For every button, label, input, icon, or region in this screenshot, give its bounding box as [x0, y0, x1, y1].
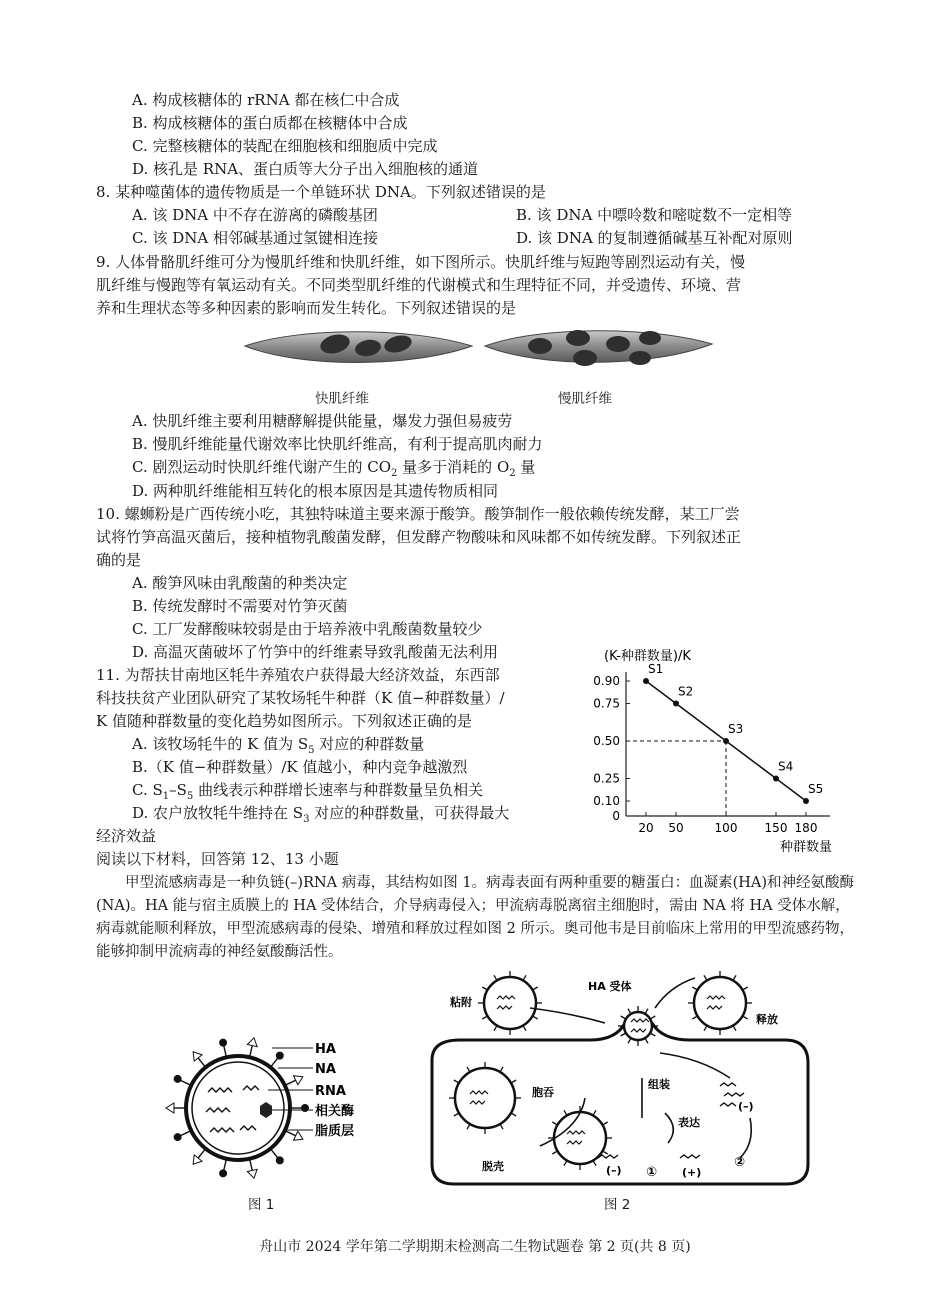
virion-spike	[628, 1009, 631, 1014]
q10-option-d: D. 高温灭菌破坏了竹笋中的纤维素导致乳酸菌无法利用	[132, 643, 499, 661]
na-spike-icon	[174, 1133, 182, 1141]
virion-spike	[743, 987, 748, 990]
population-chart	[593, 642, 856, 857]
point-label: S3	[728, 722, 744, 736]
ha-spike-icon	[193, 1052, 202, 1061]
virion-spike	[454, 1113, 459, 1116]
label-rna: RNA	[315, 1084, 346, 1099]
virion-spike	[533, 987, 538, 990]
q11-option-c: C. $S_1-S_5$ 曲线表示种群增长速率与种群数量呈负相关	[132, 781, 484, 802]
virion-spike	[704, 1026, 707, 1031]
virion-spike	[621, 1016, 626, 1019]
label-receptor: HA 受体	[588, 980, 632, 993]
enzyme-hexagon	[260, 1102, 272, 1118]
q9-option-b: B. 慢肌纤维能量代谢效率比快肌纤维高，有利于提高肌肉耐力	[132, 435, 543, 453]
virion-spike	[564, 1161, 567, 1166]
virion-spike	[511, 1080, 516, 1083]
figure2-caption: 图 2	[604, 1197, 631, 1213]
x-tick-label: 20	[638, 821, 654, 835]
q9-stem-line2: 肌纤维与慢跑等有氧运动有关。不同类型肌纤维的代谢模式和生理特征不同，并受遗传、环境、营	[96, 276, 742, 294]
rna-segments	[206, 1086, 259, 1132]
lipid-layer-outline	[186, 1056, 290, 1160]
label-step-1: ①	[646, 1165, 658, 1180]
point-label: S4	[778, 759, 794, 774]
virion-spike	[733, 1026, 736, 1031]
data-point	[723, 738, 729, 744]
virion-spike	[467, 1067, 470, 1072]
virion-spike	[552, 1151, 557, 1154]
point-label: S5	[808, 782, 824, 796]
virion-spike	[733, 975, 736, 980]
spike-stalk	[285, 1131, 296, 1136]
data-point	[773, 776, 779, 782]
q8-stem: 8. 某种噬菌体的遗传物质是一个单链环状 DNA。下列叙述错误的是	[96, 183, 546, 201]
muscle-fiber-figure	[240, 322, 720, 384]
ha-spike-icon	[247, 1038, 257, 1047]
virion-spike	[500, 1124, 503, 1129]
virion-spike	[692, 1016, 697, 1019]
q11-stem-line2: 科技扶贫产业团队研究了某牧场牦牛种群（K 值−种群数量）/	[96, 689, 505, 707]
virion-spike	[500, 1067, 503, 1072]
q10-stem-line1: 10. 螺蛳粉是广西传统小吃，其独特味道主要来源于酸笋。酸笋制作一般依赖传统发酵，某工厂尝	[96, 505, 740, 523]
uncoating-virion	[554, 1112, 606, 1164]
q7-option-b: B. 构成核糖体的蛋白质都在核糖体中合成	[132, 114, 408, 132]
label-express: 表达	[678, 1116, 700, 1129]
virion-spike	[603, 1151, 608, 1154]
virion-spike	[593, 1110, 596, 1115]
virion-spike	[645, 1038, 648, 1043]
q8-option-d: D. 该 DNA 的复制遵循碱基互补配对原则	[516, 229, 793, 247]
na-spike-icon	[301, 1104, 309, 1112]
virion-spike	[621, 1033, 626, 1036]
virion-spike	[650, 1016, 655, 1019]
spike-stalk	[270, 1149, 277, 1158]
q11-option-d-cont: 经济效益	[96, 827, 157, 845]
ha-spike-icon	[166, 1103, 174, 1113]
q9-stem-line3: 养和生理状态等多种因素的影响而发生转化。下列叙述错误的是	[96, 299, 517, 317]
reading-passage: 甲型流感病毒是一种负链(–)RNA 病毒，其结构如图 1。病毒表面有两种重要的糖蛋白：血凝素(HA)和神经氨酸酶(NA)。HA 能与宿主质膜上的 HA 受体结合，介导病毒侵入；甲流病毒脱离宿主细胞时，需由 NA 将 HA 受体水解，病毒就能顺利释放，甲型流感病毒的侵染、增殖和释放过程如图 2 所示。奥司他韦是目前临床上常用的甲型流感药物，能够抑制甲流病毒的神经氨酸酶活性。	[96, 875, 855, 960]
fast-fiber-caption: 快肌纤维	[315, 391, 369, 407]
x-tick-label: 100	[714, 821, 738, 835]
y-tick-label: 0.25	[593, 771, 620, 786]
chart-ylabel: (K-种群数量)/K	[604, 649, 691, 664]
q10-stem-line3: 确的是	[96, 551, 142, 569]
data-point	[673, 701, 679, 707]
virion-spike	[494, 975, 497, 980]
q10-option-a: A. 酸笋风味由乳酸菌的种类决定	[132, 574, 348, 592]
data-point	[643, 678, 649, 684]
y-tick-label: 0.75	[593, 696, 620, 711]
fast-fiber	[245, 331, 472, 362]
na-spike-icon	[219, 1039, 227, 1047]
y-tick-label: 0.10	[593, 794, 620, 808]
q7-option-a: A. 构成核糖体的 rRNA 都在核仁中合成	[132, 91, 400, 109]
spike-stalk	[250, 1159, 253, 1171]
chart-xlabel: 种群数量	[779, 840, 832, 855]
virion-spike	[564, 1110, 567, 1115]
label-attach: 粘附	[450, 996, 472, 1009]
attached-virion	[484, 977, 536, 1029]
point-label: S1	[648, 662, 664, 676]
released-virion	[694, 977, 746, 1029]
spike-stalk	[180, 1080, 191, 1085]
ha-spike-icon	[247, 1169, 257, 1178]
label-enzyme: 相关酶	[315, 1104, 355, 1119]
q11-option-b: B.（K 值−种群数量）/K 值越小，种内竞争越激烈	[132, 758, 468, 776]
q9-option-d: D. 两种肌纤维能相互转化的根本原因是其遗传物质相同	[132, 482, 499, 500]
q9-option-a: A. 快肌纤维主要利用糖酵解提供能量，爆发力强但易疲劳	[132, 412, 513, 430]
label-uncoat: 脱壳	[482, 1160, 504, 1173]
q8-option-b: B. 该 DNA 中嘌呤数和嘧啶数不一定相等	[516, 206, 793, 224]
q8-option-c: C. 该 DNA 相邻碱基通过氢键相连接	[132, 229, 378, 247]
virion-spike	[511, 1113, 516, 1116]
data-point	[803, 798, 809, 804]
label-release: 释放	[756, 1013, 778, 1026]
na-spike-icon	[276, 1156, 284, 1164]
q11-stem-line1: 11. 为帮扶甘南地区牦牛养殖农户获得最大经济效益，东西部	[96, 666, 500, 684]
label-pos-strand: (+)	[682, 1166, 702, 1179]
virion-spike	[533, 1016, 538, 1019]
spike-stalk	[180, 1131, 191, 1136]
virion-spike	[692, 987, 697, 990]
na-spike-icon	[174, 1075, 182, 1083]
virion-spike	[467, 1124, 470, 1129]
q7-option-d: D. 核孔是 RNA、蛋白质等大分子出入细胞核的通道	[132, 160, 479, 178]
virion-spike	[552, 1122, 557, 1125]
virion-spike	[743, 1016, 748, 1019]
spike-stalk	[198, 1058, 205, 1067]
label-na: NA	[315, 1062, 336, 1077]
y-tick-label: 0.50	[593, 734, 620, 748]
origin-label: 0	[612, 809, 620, 823]
q10-stem-line2: 试将竹笋高温灭菌后，接种植物乳酸菌发酵，但发酵产物酸味和风味都不如传统发酵。下列叙述正	[96, 528, 742, 546]
q11-option-a: A. 该牧场牦牛的 K 值为 $S_5$ 对应的种群数量	[132, 735, 425, 756]
spike-stalk	[285, 1080, 296, 1085]
slow-fiber-caption: 慢肌纤维	[558, 391, 612, 407]
virion-spike	[482, 987, 487, 990]
spike-stalk	[270, 1058, 277, 1067]
y-tick-label: 0.90	[593, 674, 620, 688]
na-spike-icon	[219, 1169, 227, 1177]
flu-infection-cycle-figure	[420, 968, 820, 1190]
label-assemble: 组装	[648, 1078, 670, 1091]
slow-fiber	[485, 330, 712, 366]
virion-spike	[482, 1016, 487, 1019]
q10-option-c: C. 工厂发酵酸味较弱是由于培养液中乳酸菌数量较少	[132, 620, 483, 638]
spike-stalk	[224, 1046, 227, 1058]
label-neg-strand: (–)	[606, 1164, 622, 1177]
x-tick-label: 180	[794, 821, 818, 835]
reading-intro: 阅读以下材料，回答第 12、13 小题	[96, 850, 339, 868]
budding-virion	[624, 1012, 652, 1040]
virion-spike	[704, 975, 707, 980]
q11-stem-line3: K 值随种群数量的变化趋势如图所示。下列叙述正确的是	[96, 712, 472, 730]
x-tick-label: 150	[764, 821, 788, 835]
label-engulf: 胞吞	[532, 1086, 554, 1099]
virion-spike	[523, 975, 526, 980]
endosome-virion	[455, 1068, 515, 1128]
virion-spike	[523, 1026, 526, 1031]
q9-stem-line1: 9. 人体骨骼肌纤维可分为慢肌纤维和快肌纤维，如下图所示。快肌纤维与短跑等剧烈运动有关，慢	[96, 253, 746, 271]
ha-spike-icon	[193, 1155, 202, 1164]
q9-option-c: C. 剧烈运动时快肌纤维代谢产生的 $CO_2$ 量多于消耗的 $O_2$ 量	[132, 458, 536, 479]
q10-option-b: B. 传统发酵时不需要对竹笋灭菌	[132, 597, 348, 615]
virion-spike	[593, 1161, 596, 1166]
point-label: S2	[678, 684, 694, 699]
virion-spike	[628, 1038, 631, 1043]
virion-spike	[494, 1026, 497, 1031]
label-ha: HA	[315, 1042, 336, 1057]
label-lipid: 脂质层	[315, 1124, 355, 1139]
label-step-2: ②	[734, 1155, 746, 1170]
q7-option-c: C. 完整核糖体的装配在细胞核和细胞质中完成	[132, 137, 438, 155]
x-tick-label: 50	[668, 821, 684, 835]
virion-spike	[454, 1080, 459, 1083]
spike-stalk	[198, 1149, 205, 1158]
spike-stalk	[250, 1046, 253, 1058]
figure1-caption: 图 1	[248, 1197, 275, 1213]
na-spike-icon	[276, 1052, 284, 1060]
virion-spike	[650, 1033, 655, 1036]
q11-option-d: D. 农户放牧牦牛维持在 $S_3$ 对应的种群数量，可获得最大	[132, 804, 510, 825]
flu-virus-structure-figure	[168, 1030, 408, 1190]
q8-option-a: A. 该 DNA 中不存在游离的磷酸基团	[132, 206, 378, 224]
page-footer: 舟山市 2024 学年第二学期期末检测高二生物试题卷 第 2 页(共 8 页)	[259, 1239, 691, 1255]
label-neg-strand-2: (–)	[738, 1100, 754, 1113]
spike-stalk	[224, 1159, 227, 1171]
virion-spike	[645, 1009, 648, 1014]
virion-spike	[603, 1122, 608, 1125]
